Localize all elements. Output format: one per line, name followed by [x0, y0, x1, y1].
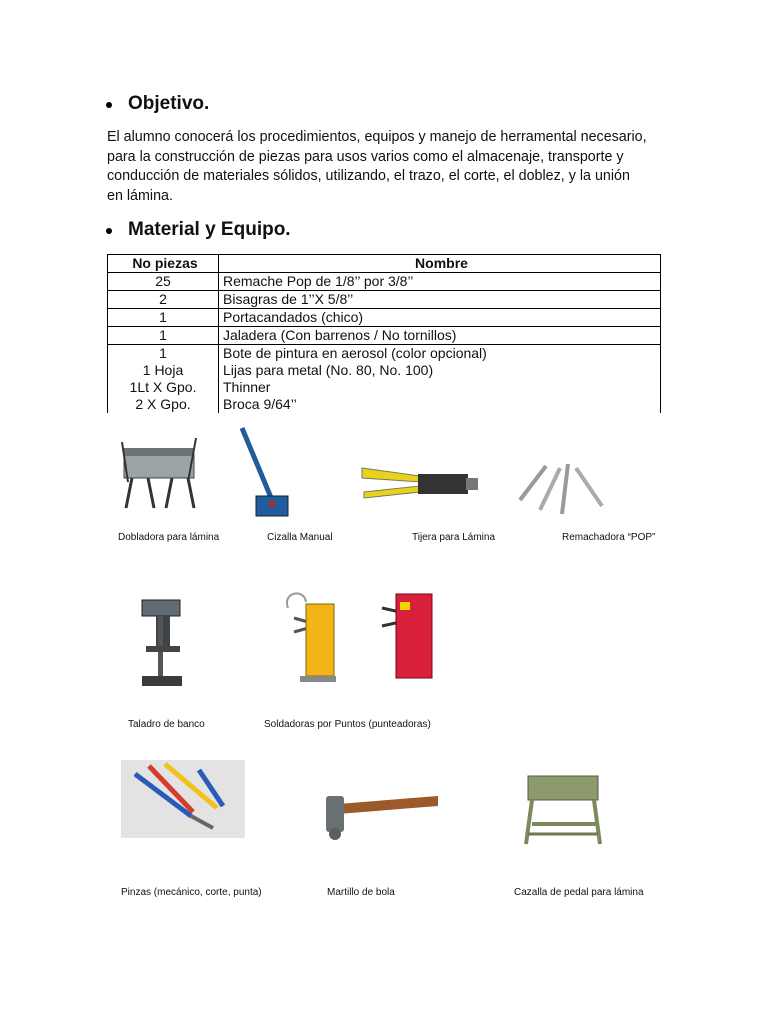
bullet-icon — [106, 102, 112, 108]
caption-dobladora: Dobladora para lámina — [118, 532, 220, 543]
spot-welder-yellow-image — [284, 588, 340, 688]
table-row — [108, 327, 661, 345]
material-table — [107, 254, 661, 413]
caption-remachadora: Remachadora “POP” — [562, 532, 656, 543]
rivet-gun-image — [360, 462, 480, 502]
table-row — [108, 291, 661, 309]
ball-peen-hammer-image — [322, 790, 440, 842]
table-row — [108, 309, 661, 327]
table-row — [108, 273, 661, 291]
name-cell: Portacandados (chico) — [219, 309, 661, 327]
caption-pinzas: Pinzas (mecánico, corte, punta) — [121, 887, 262, 898]
qty-header: No piezas — [108, 255, 219, 273]
bench-drill-image — [138, 598, 188, 690]
table-header-row — [108, 255, 661, 273]
qty-cell: 1 1 Hoja 1Lt X Gpo. 2 X Gpo. — [108, 345, 219, 414]
sheet-bender-image — [118, 432, 200, 512]
name-header: Nombre — [219, 255, 661, 273]
bullet-icon — [106, 228, 112, 234]
name-cell: Remache Pop de 1/8’’ por 3/8’’ — [219, 273, 661, 291]
pop-rivets-image — [516, 460, 608, 516]
qty-cell: 25 — [108, 273, 219, 291]
caption-cazalla: Cazalla de pedal para lámina — [514, 887, 644, 898]
objective-heading: Objetivo. — [128, 93, 209, 115]
name-cell: Bisagras de 1’’X 5/8’’ — [219, 291, 661, 309]
caption-soldadoras: Soldadoras por Puntos (punteadoras) — [264, 719, 431, 730]
caption-tijera: Tijera para Lámina — [412, 532, 496, 543]
objective-text: El alumno conocerá los procedimientos, equipos y manejo de herramental necesario, para la construcción de piezas para usos varios como el almacenaje, transporte y conducción de materiales sólidos, utilizando, el trazo, el corte, el doblez, y la unión en lámina. — [107, 129, 647, 204]
spot-welder-red-image — [376, 590, 438, 688]
name-cell: Bote de pintura en aerosol (color opcional) Lijas para metal (No. 80, No. 100) Thinner Broca 9/64’’ — [219, 345, 661, 414]
pedal-shear-image — [518, 774, 606, 848]
pliers-image — [121, 760, 245, 838]
qty-cell: 1 — [108, 327, 219, 345]
caption-taladro: Taladro de banco — [128, 719, 205, 730]
qty-cell: 2 — [108, 291, 219, 309]
manual-shear-image — [236, 426, 296, 518]
qty-cell: 1 — [108, 309, 219, 327]
table-row — [108, 345, 661, 414]
material-heading: Material y Equipo. — [128, 219, 291, 241]
name-cell: Jaladera (Con barrenos / No tornillos) — [219, 327, 661, 345]
caption-cizalla: Cizalla Manual — [267, 532, 333, 543]
caption-martillo: Martillo de bola — [327, 887, 395, 898]
